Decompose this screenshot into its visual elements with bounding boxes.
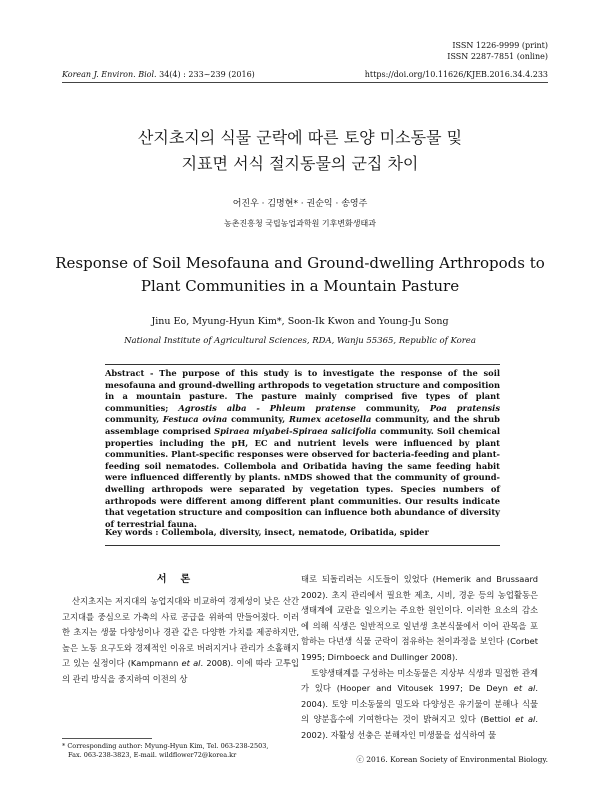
- section-title-introduction: 서론: [156, 574, 205, 585]
- footnote-line: * Corresponding author: Myung-Hyun Kim, Tel. 063-238-2503,: [62, 742, 269, 750]
- korean-title-line1: 산지초지의 식물 군락에 따른 토양 미소동물 및: [137, 128, 463, 147]
- abstract-text: community, and the shrub assemblage comprised: [105, 414, 500, 436]
- abstract-text: community. Soil chemical properties including the pH, EC and nutrient levels were influenced by plant communities. Plant-specific responses were observed for bacteria-feeding and plant-feeding soil nematodes. Collembola and Oribatida having the same feeding habit were influenced differently by plants. nMDS showed that the community of ground-dwelling arthropods were separated by vegetation types. Species numbers of arthropods were different among different plant communities. Our results indicate that vegetation structure and composition can influence both abundance of diversity of terrestrial fauna.: [105, 425, 500, 529]
- species-name: Rumex acetosella: [289, 414, 372, 425]
- abstract: [105, 368, 500, 530]
- body-paragraph: 태로 되돌리려는 시도들이 있었다 (Hemerik and Brussaard 2002). 초지 관리에서 필요한 제초, 시비, 경운 등의 농업활동은 생태계에 교란을 일으키는 주요한 원인이다. 이러한 요소의 감소에 의해 식생은 일반적으로 일년생 초본식물에서 이어 관목을 포함하는 다년생 식물 군락이 점유하는 천이과정을 보인다 (Corbet 1995; Dirnboeck and Dullinger 2008).: [301, 574, 538, 662]
- body-column-right: [301, 572, 538, 744]
- english-title: [0, 252, 600, 298]
- english-title-line1: Response of Soil Mesofauna and Ground-dwelling Arthropods to: [55, 254, 545, 272]
- paragraph-text: . 2008). 이에 따라 고투입의 관리 방식을 중지하여 이전의 상: [62, 658, 299, 684]
- abstract-bottom-rule: [105, 545, 500, 546]
- english-affiliation: National Institute of Agricultural Sciences, RDA, Wanju 55365, Republic of Korea: [124, 336, 476, 346]
- copyright: ⓒ 2016. Korean Society of Environmental Biology.: [356, 755, 548, 764]
- species-name: Poa pratensis: [429, 402, 500, 413]
- issn-print: ISSN 1226-9999 (print): [452, 41, 548, 50]
- body-paragraph: [62, 594, 299, 688]
- journal-name: Korean J. Environ. Biol.: [62, 70, 157, 79]
- species-name: Festuca ovina: [162, 414, 228, 425]
- korean-title: [0, 125, 600, 177]
- journal-issue: 34(4) : 233~239 (2016): [156, 70, 255, 79]
- footnote-line: Fax. 063-238-3823, E-mail. wildflower72@korea.kr: [68, 751, 237, 759]
- footnote-rule: [62, 738, 152, 739]
- et-al: et al: [513, 683, 536, 694]
- paragraph-text: 산지초지는 저지대의 농업지대와 비교하여 경제성이 낮은 산간 고지대를 중심으로 가축의 사료 공급을 위하여 만들어졌다. 이러한 초지는 생물 다양성이나 경관 같은 다양한 가치를 제공하지만, 높은 노동 요구도와 경제적인 이유로 버려지거나 관리가 소홀해지고 있는 실정이다 (Kampmann: [62, 596, 299, 669]
- body-column-left: [62, 572, 299, 688]
- issn-online: ISSN 2287-7851 (online): [447, 52, 548, 61]
- species-name: Spiraea miyabei-Spiraea salicifolia: [214, 425, 377, 436]
- journal-citation: [62, 70, 255, 79]
- issn-block: [447, 40, 548, 62]
- journal-running-header: [62, 70, 548, 83]
- english-authors: Jinu Eo, Myung-Hyun Kim*, Soon-Ik Kwon and Young-Ju Song: [151, 316, 449, 327]
- body-paragraph: [301, 666, 538, 744]
- paragraph-text: 토양생태계를 구성하는 미소동물은 지상부 식생과 밀접한 관계가 있다 (Hooper and Vitousek 1997; De Deyn: [301, 667, 538, 694]
- english-title-line2: Plant Communities in a Mountain Pasture: [140, 277, 460, 295]
- species-name: Agrostis alba - Phleum pratense: [178, 402, 356, 413]
- doi-link[interactable]: https://doi.org/10.11626/KJEB.2016.34.4.233: [364, 70, 548, 79]
- abstract-text: community,: [355, 402, 430, 413]
- korean-affiliation: 농촌진흥청 국립농업과학원 기후변화생태과: [224, 219, 376, 228]
- abstract-top-rule: [105, 364, 500, 365]
- et-al: et al: [515, 714, 536, 725]
- corresponding-author-footnote: [62, 742, 268, 760]
- abstract-text: community,: [227, 414, 289, 425]
- abstract-text: community,: [105, 414, 163, 425]
- korean-authors: 어진우 · 김명현* · 권순익 · 송영주: [232, 199, 368, 209]
- paragraph-text: . 2004). 토양 미소동물의 밀도와 다양성은 유기물이 분해나 식물의 양분흡수에 기여한다는 것이 밝혀지고 있다 (Bettiol: [301, 683, 538, 725]
- keywords: Key words : Collembola, diversity, insect, nematode, Oribatida, spider: [105, 527, 429, 537]
- korean-title-line2: 지표면 서식 절지동물의 군집 차이: [181, 154, 419, 173]
- et-al: et al: [181, 658, 201, 669]
- paragraph-text: . 2002). 자활성 선충은 분해자인 미생물을 섭식하여 물: [301, 714, 538, 740]
- abstract-text: Abstract - The purpose of this study is to investigate the response of the soil mesofauna and ground-dwelling arthropods to vegetation structure and composition in a mountain pasture. The pasture mainly comprised five types of plant communities;: [105, 368, 500, 413]
